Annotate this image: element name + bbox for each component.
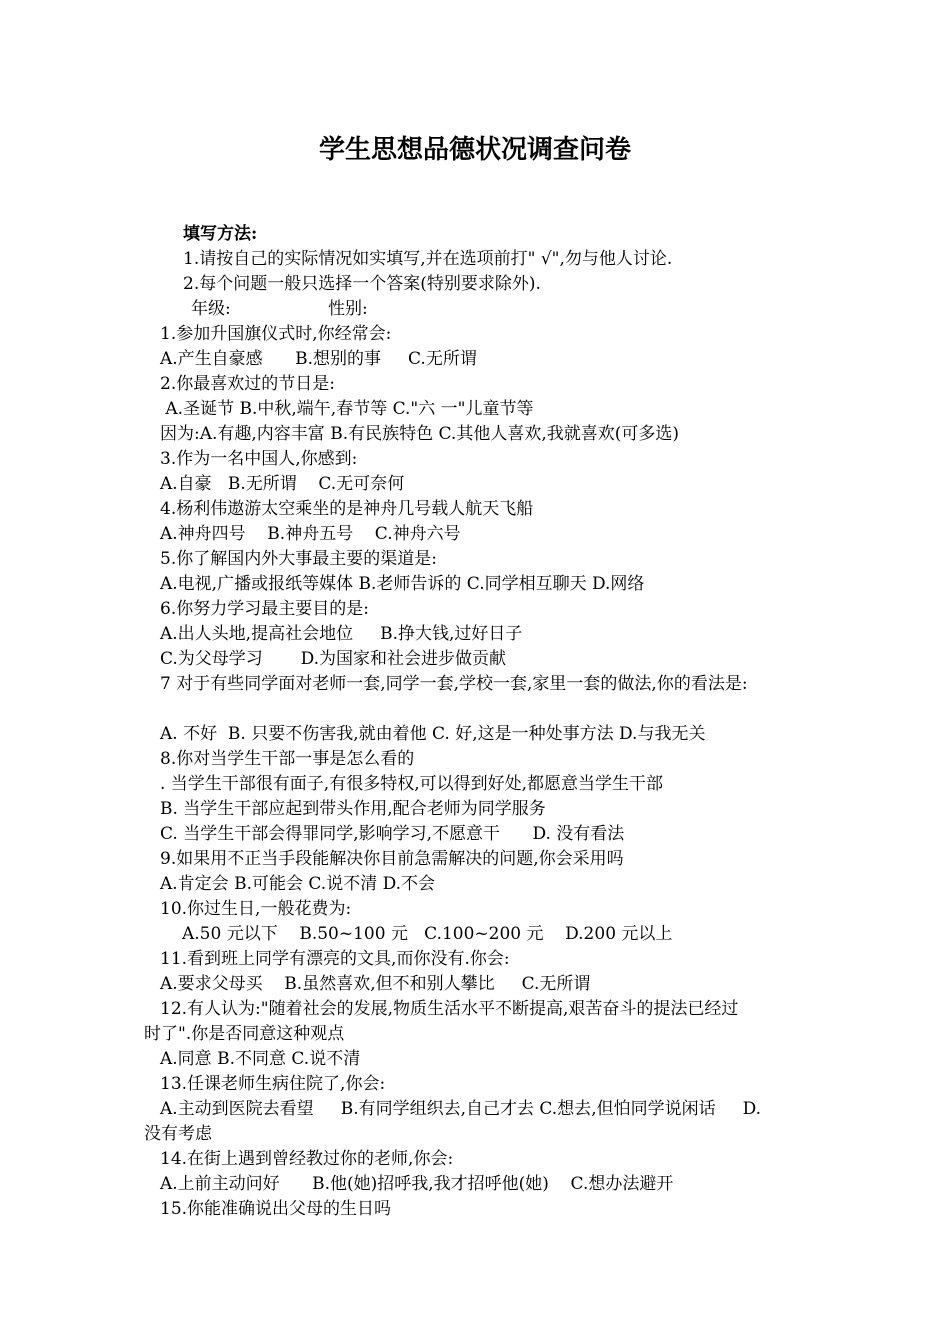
question-4: 4.杨利伟遨游太空乘坐的是神舟几号载人航天飞船	[160, 499, 534, 519]
question-12-options: A.同意 B.不同意 C.说不清	[160, 1049, 361, 1069]
question-6-options-1: A.出人头地,提高社会地位 B.挣大钱,过好日子	[160, 624, 523, 644]
question-7-options: A. 不好 B. 只要不伤害我,就由着他 C. 好,这是一种处事方法 D.与我无关	[160, 724, 706, 744]
question-9-options: A.肯定会 B.可能会 C.说不清 D.不会	[160, 874, 436, 894]
question-14-options: A.上前主动问好 B.他(她)招呼我,我才招呼他(她) C.想办法避开	[160, 1174, 674, 1194]
question-4-options: A.神舟四号 B.神舟五号 C.神舟六号	[160, 524, 461, 544]
page-title: 学生思想品德状况调查问卷	[318, 135, 631, 165]
question-8: 8.你对当学生干部一事是怎么看的	[160, 749, 415, 769]
question-1-options: A.产生自豪感 B.想别的事 C.无所谓	[160, 349, 477, 369]
question-2-reason: 因为:A.有趣,内容丰富 B.有民族特色 C.其他人喜欢,我就喜欢(可多选)	[160, 424, 679, 444]
question-15: 15.你能准确说出父母的生日吗	[160, 1199, 392, 1219]
question-3-options: A.自豪 B.无所谓 C.无可奈何	[160, 474, 405, 494]
question-2: 2.你最喜欢过的节日是:	[160, 374, 335, 394]
instructions-heading: 填写方法:	[183, 224, 258, 244]
question-12-part-2: 时了".你是否同意这种观点	[144, 1024, 345, 1044]
question-10: 10.你过生日,一般花费为:	[160, 899, 352, 919]
instruction-line-2: 2.每个问题一般只选择一个答案(特别要求除外).	[183, 274, 541, 294]
question-8-option-b: B. 当学生干部应起到带头作用,配合老师为同学服务	[160, 799, 546, 819]
grade-sex-line: 年级: 性别:	[191, 299, 368, 319]
question-7: 7 对于有些同学面对老师一套,同学一套,学校一套,家里一套的做法,你的看法是:	[160, 674, 748, 694]
question-6-options-2: C.为父母学习 D.为国家和社会进步做贡献	[160, 649, 507, 669]
question-13: 13.任课老师生病住院了,你会:	[160, 1074, 386, 1094]
instruction-line-1: 1.请按自己的实际情况如实填写,并在选项前打" √",勿与他人讨论.	[183, 249, 673, 269]
question-13-options-part-1: A.主动到医院去看望 B.有同学组织去,自己才去 C.想去,但怕同学说闲话 D.	[160, 1099, 762, 1119]
question-6: 6.你努力学习最主要目的是:	[160, 599, 369, 619]
question-8-option-cd: C. 当学生干部会得罪同学,影响学习,不愿意干 D. 没有看法	[160, 824, 625, 844]
question-12-part-1: 12.有人认为:"随着社会的发展,物质生活水平不断提高,艰苦奋斗的提法已经过	[160, 999, 739, 1019]
document-body	[144, 222, 814, 1222]
question-5-options: A.电视,广播或报纸等媒体 B.老师告诉的 C.同学相互聊天 D.网络	[160, 574, 645, 594]
question-8-option-a: . 当学生干部很有面子,有很多特权,可以得到好处,都愿意当学生干部	[160, 774, 664, 794]
blank-line	[144, 697, 814, 722]
question-11-options: A.要求父母买 B.虽然喜欢,但不和别人攀比 C.无所谓	[160, 974, 591, 994]
question-5: 5.你了解国内外大事最主要的渠道是:	[160, 549, 437, 569]
question-9: 9.如果用不正当手段能解决你目前急需解决的问题,你会采用吗	[160, 849, 624, 869]
question-3: 3.作为一名中国人,你感到:	[160, 449, 358, 469]
question-10-options: A.50 元以下 B.50~100 元 C.100~200 元 D.200 元以上	[182, 924, 673, 944]
question-13-options-part-2: 没有考虑	[144, 1124, 212, 1144]
question-11: 11.看到班上同学有漂亮的文具,而你没有.你会:	[160, 949, 510, 969]
question-2-options: A.圣诞节 B.中秋,端午,春节等 C."六 一"儿童节等	[160, 399, 534, 419]
question-14: 14.在街上遇到曾经教过你的老师,你会:	[160, 1149, 454, 1169]
question-1: 1.参加升国旗仪式时,你经常会:	[160, 324, 392, 344]
